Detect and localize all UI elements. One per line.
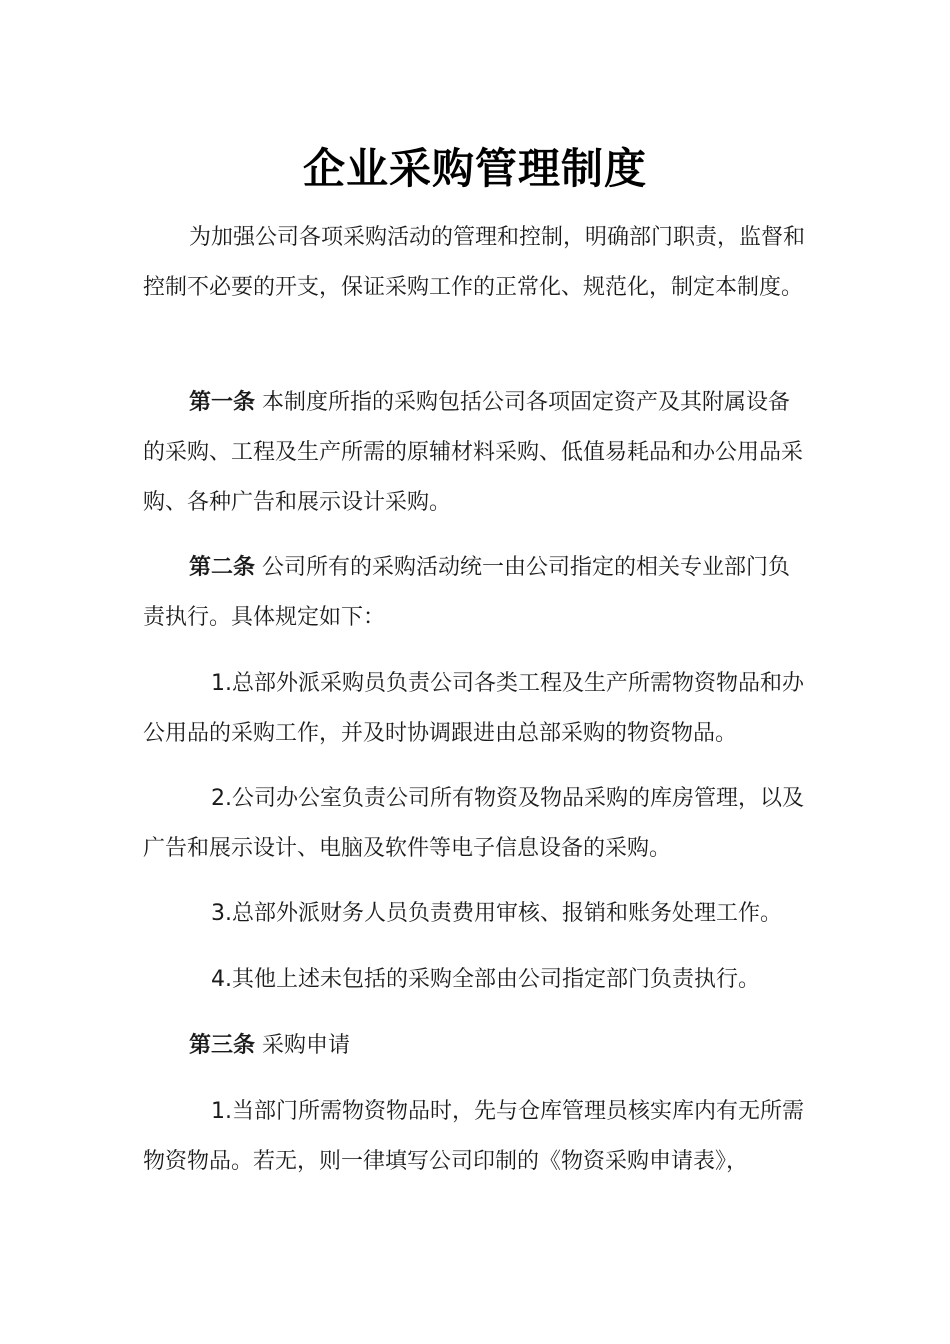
intro-paragraph: 为加强公司各项采购活动的管理和控制，明确部门职责，监督和控制不必要的开支，保证采购工作的正常化、规范化，制定本制度。	[143, 225, 806, 300]
article-1-text: 本制度所指的采购包括公司各项固定资产及其附属设备的采购、工程及生产所需的原辅材料采购、低值易耗品和办公用品采购、各种广告和展示设计采购。	[143, 390, 804, 515]
article-2-text: 公司所有的采购活动统一由公司指定的相关专业部门负责执行。具体规定如下：	[143, 555, 791, 630]
article-2-item-3: 3.总部外派财务人员负责费用审核、报销和账务处理工作。	[211, 901, 782, 926]
article-2-item-4: 4.其他上述未包括的采购全部由公司指定部门负责执行。	[211, 967, 760, 992]
article-1-paragraph	[143, 378, 808, 528]
article-2-item-2: 2.公司办公室负责公司所有物资及物品采购的库房管理，以及广告和展示设计、电脑及软件等电子信息设备的采购。	[143, 786, 804, 861]
document-title: 企业采购管理制度	[302, 144, 647, 193]
article-3-text: 采购申请	[255, 1033, 351, 1058]
article-2-heading: 第二条	[189, 555, 256, 580]
article-1-heading: 第一条	[189, 390, 256, 415]
article-3-item-1: 1.当部门所需物资物品时，先与仓库管理员核实库内有无所需物资物品。若无，则一律填写公司印制的《物资采购申请表》，	[143, 1099, 804, 1174]
article-3-paragraph	[143, 1021, 808, 1071]
article-2-item-1: 1.总部外派采购员负责公司各类工程及生产所需物资物品和办公用品的采购工作，并及时协调跟进由总部采购的物资物品。	[143, 671, 804, 746]
article-3-heading: 第三条	[189, 1033, 256, 1058]
article-2-paragraph	[143, 543, 808, 643]
